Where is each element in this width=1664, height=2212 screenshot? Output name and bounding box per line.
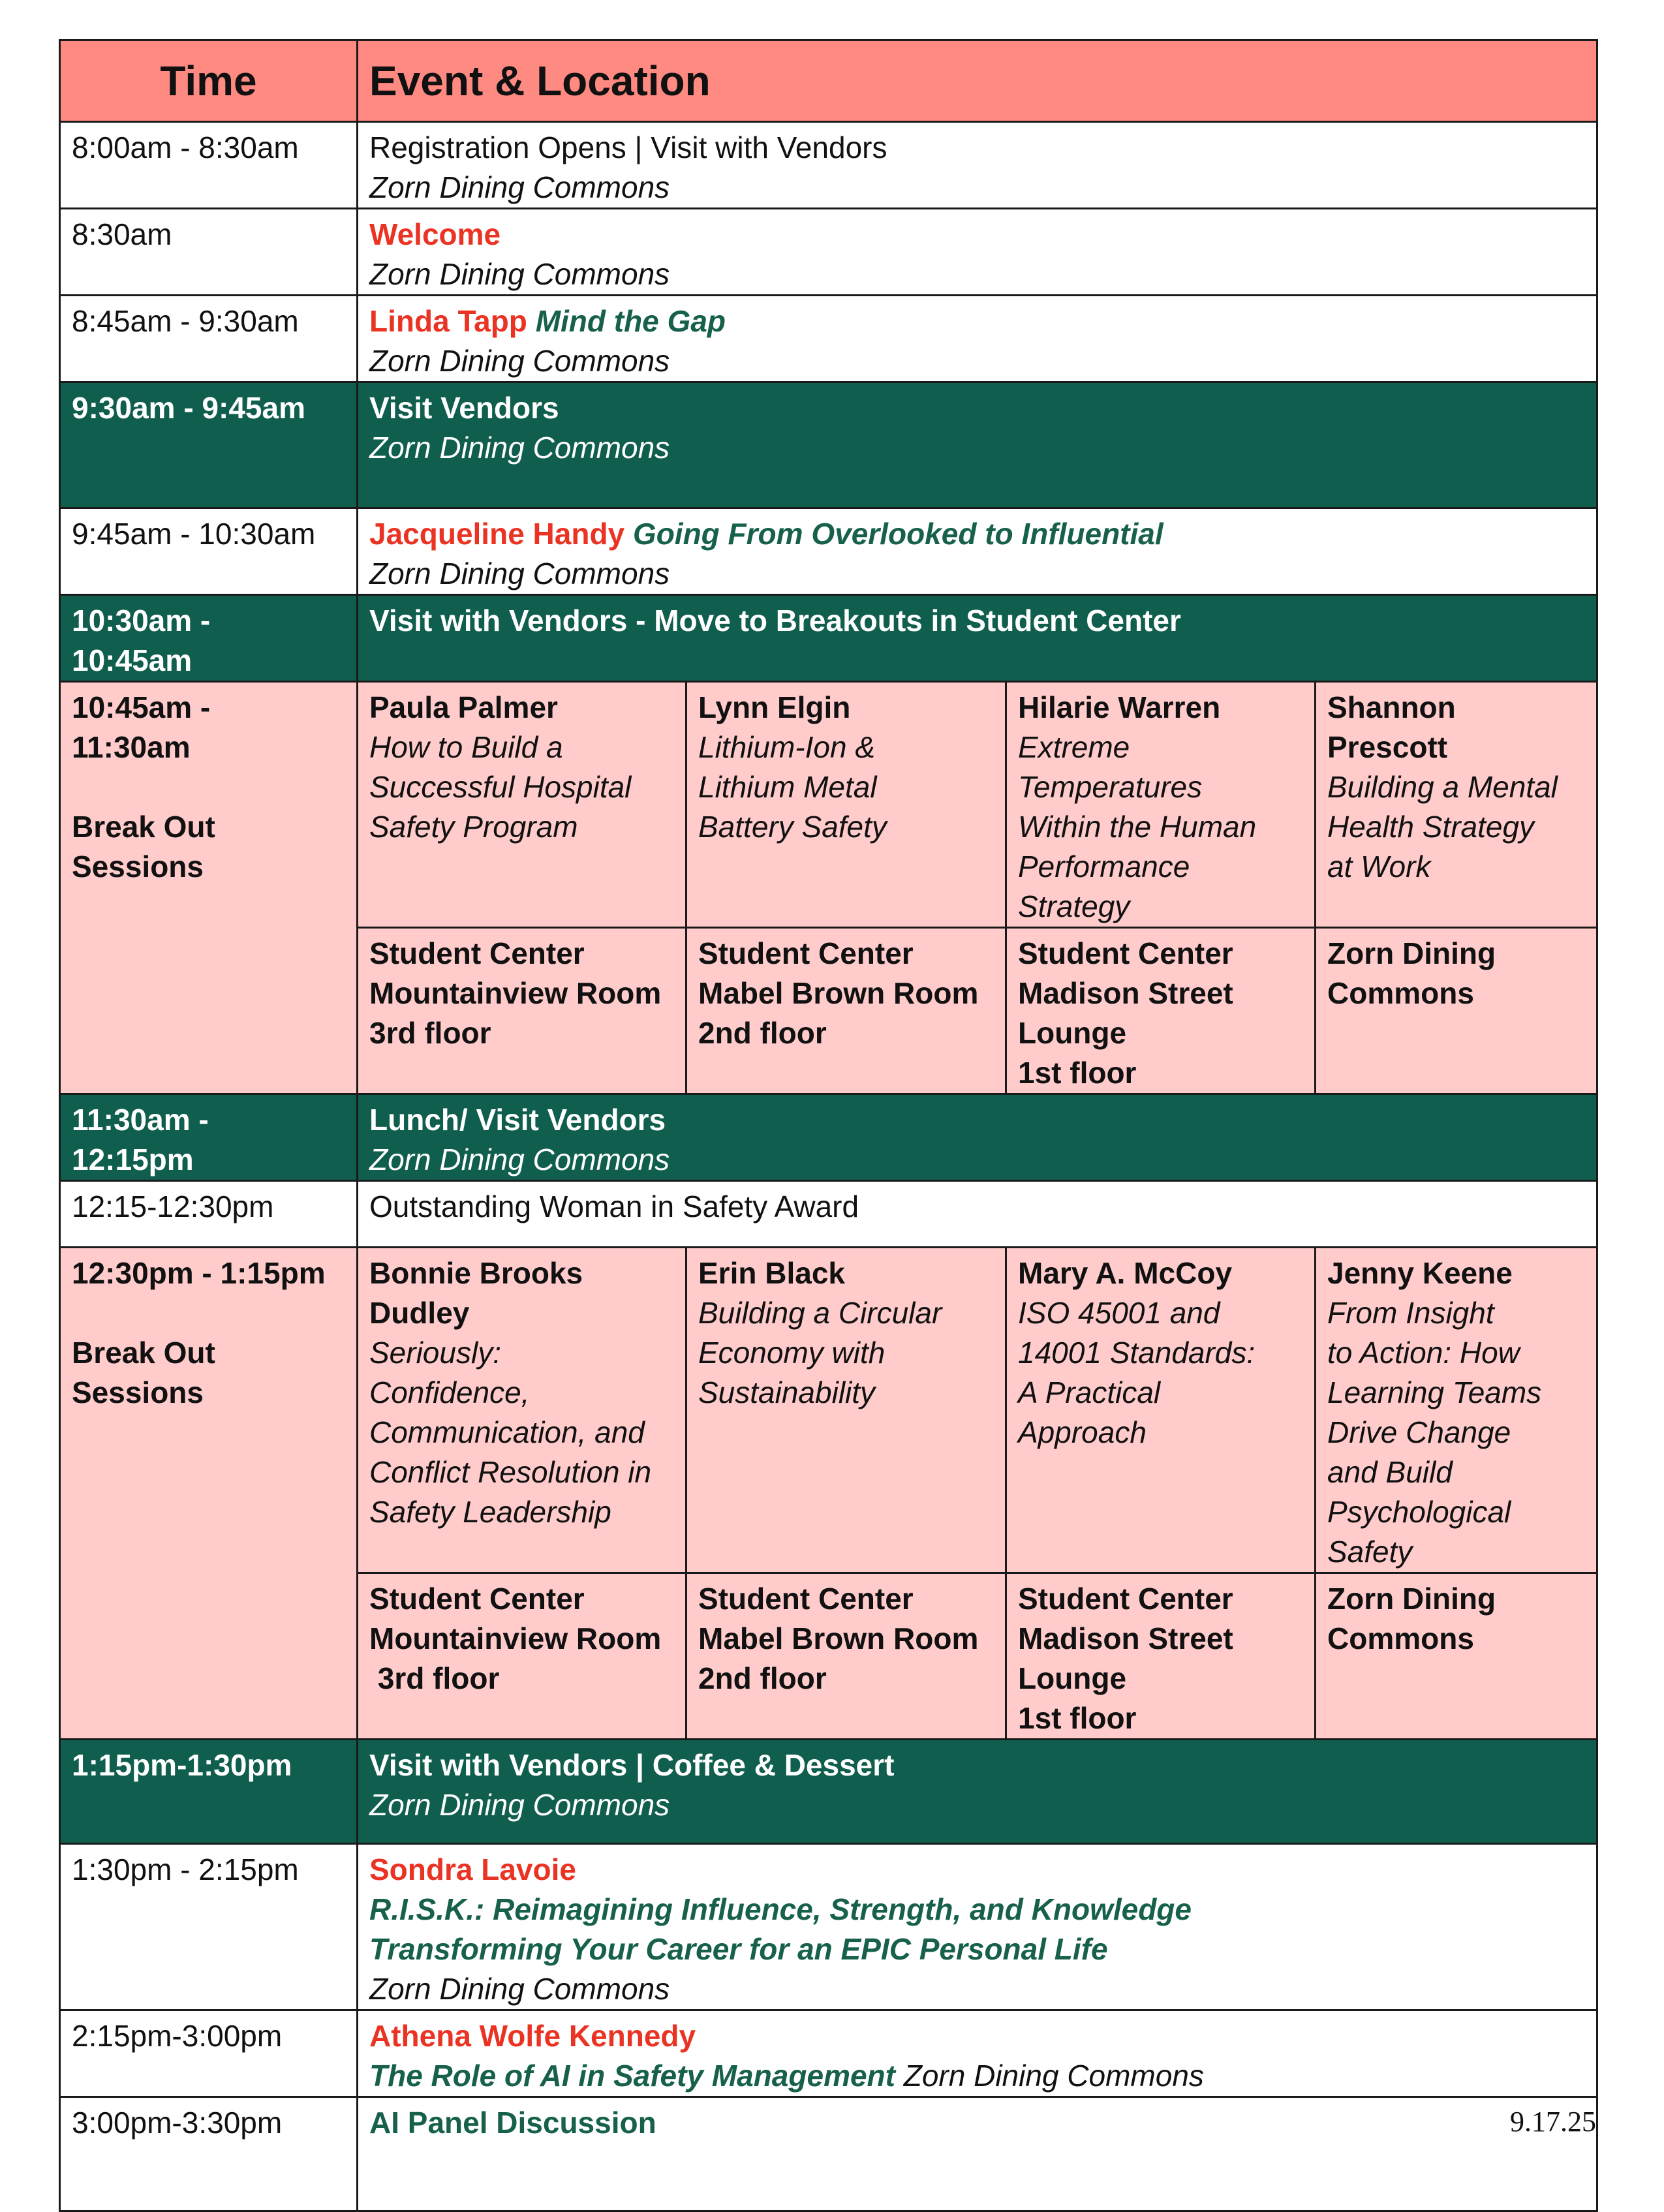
event-title: Lunch/ Visit Vendors <box>369 1103 666 1137</box>
event-location: Zorn Dining Commons <box>369 1788 670 1822</box>
row-time: 10:30am - 10:45am <box>60 595 358 682</box>
breakout-label: Break Out <box>72 810 215 844</box>
talk-title: Extreme <box>1018 730 1130 764</box>
row-event <box>358 296 1597 382</box>
session-location: Student Center Madison Street Lounge 1st floor <box>1006 928 1316 1094</box>
talk-title: Going From Overlooked to Influential <box>632 517 1163 551</box>
session-location: Student Center Madison Street Lounge 1st floor <box>1006 1573 1316 1740</box>
row-time: 12:30pm - 1:15pm Break Out Sessions <box>60 1248 358 1740</box>
row-time: 11:30am - 12:15pm <box>60 1094 358 1181</box>
row-event <box>358 382 1597 508</box>
schedule-row-award <box>60 1181 1597 1248</box>
event-title: Visit Vendors <box>369 391 559 425</box>
session-location: Student Center Mountainview Room 3rd floor <box>358 928 686 1094</box>
event-title: Welcome <box>369 217 501 251</box>
event-title: Outstanding Woman in Safety Award <box>369 1190 859 1223</box>
speaker-name: Jenny Keene <box>1327 1256 1513 1290</box>
schedule-table <box>59 39 1598 2212</box>
row-event <box>358 122 1597 209</box>
talk-title: ISO 45001 and <box>1018 1296 1220 1330</box>
session-location: Zorn Dining Commons <box>1316 928 1597 1094</box>
speaker-name: Athena Wolfe Kennedy <box>369 2019 696 2053</box>
schedule-row-breakout-1 <box>60 682 1597 928</box>
schedule-row-keynote-tapp <box>60 296 1597 382</box>
schedule-row-welcome <box>60 209 1597 296</box>
row-event <box>358 2010 1597 2097</box>
schedule-row-registration <box>60 122 1597 209</box>
row-event <box>358 1181 1597 1248</box>
event-location: Zorn Dining Commons <box>369 431 670 465</box>
row-time: 1:30pm - 2:15pm <box>60 1844 358 2010</box>
event-location: Zorn Dining Commons <box>369 257 670 291</box>
breakout-label: Break Out <box>72 1336 215 1370</box>
row-time: 1:15pm-1:30pm <box>60 1740 358 1844</box>
event-location: Zorn Dining Commons <box>369 1143 670 1176</box>
session-location: Student Center Mountainview Room 3rd floor <box>358 1573 686 1740</box>
session-cell: Jenny Keene From Insight to Action: How Learning Teams Drive Change and Build Psychological Safety <box>1316 1248 1597 1573</box>
row-time: 8:45am - 9:30am <box>60 296 358 382</box>
row-time: 3:00pm-3:30pm <box>60 2097 358 2211</box>
speaker-name: Shannon <box>1327 690 1456 724</box>
talk-title: From Insight <box>1327 1296 1494 1330</box>
session-cell: Lynn Elgin Lithium-Ion & Lithium Metal Battery Safety <box>686 682 1006 928</box>
session-cell: Erin Black Building a Circular Economy with Sustainability <box>686 1248 1006 1573</box>
speaker-name: Erin Black <box>698 1256 845 1290</box>
schedule-row-visit-vendors <box>60 382 1597 508</box>
row-event <box>358 2097 1597 2211</box>
event-location: Zorn Dining Commons <box>903 2059 1204 2093</box>
talk-title: Building a Circular <box>698 1296 942 1330</box>
row-event <box>358 1740 1597 1844</box>
event-title: Registration Opens | Visit with Vendors <box>369 131 887 164</box>
speaker-name: Mary A. McCoy <box>1018 1256 1233 1290</box>
row-event: Sondra Lavoie R.I.S.K.: Reimagining Influence, Strength, and Knowledge Transforming Your Career for an EPIC Personal Life Zorn Dining Commons <box>358 1844 1597 2010</box>
session-location: Student Center Mabel Brown Room 2nd floor <box>686 1573 1006 1740</box>
schedule-row-keynote-handy <box>60 508 1597 595</box>
talk-title: Mind the Gap <box>535 304 726 338</box>
row-event <box>358 595 1597 682</box>
row-time: 10:45am - 11:30am Break Out Sessions <box>60 682 358 1094</box>
session-cell: Hilarie Warren Extreme Temperatures Within the Human Performance Strategy <box>1006 682 1316 928</box>
schedule-row-coffee <box>60 1740 1597 1844</box>
row-time: 2:15pm-3:00pm <box>60 2010 358 2097</box>
row-time: 8:00am - 8:30am <box>60 122 358 209</box>
speaker-name: Paula Palmer <box>369 690 558 724</box>
speaker-name: Jacqueline Handy <box>369 517 625 551</box>
session-cell: Shannon Prescott Building a Mental Health Strategy at Work <box>1316 682 1597 928</box>
event-location: Zorn Dining Commons <box>369 557 670 591</box>
event-title: Visit with Vendors | Coffee & Dessert <box>369 1748 895 1782</box>
speaker-name: Bonnie Brooks <box>369 1256 583 1290</box>
event-location: Zorn Dining Commons <box>369 1972 670 2006</box>
talk-title: Building a Mental <box>1327 770 1558 804</box>
speaker-name: Lynn Elgin <box>698 690 851 724</box>
header-row <box>60 40 1597 122</box>
event-column-header: Event & Location <box>358 40 1597 122</box>
schedule-row-move-to-breakouts <box>60 595 1597 682</box>
row-time: 8:30am <box>60 209 358 296</box>
schedule-row-panel <box>60 2097 1597 2211</box>
event-title: Visit with Vendors - Move to Breakouts in Student Center <box>369 604 1181 637</box>
speaker-name: Hilarie Warren <box>1018 690 1221 724</box>
session-cell: Bonnie Brooks Dudley Seriously: Confidence, Communication, and Conflict Resolution in Safety Leadership <box>358 1248 686 1573</box>
session-cell: Mary A. McCoy ISO 45001 and 14001 Standards: A Practical Approach <box>1006 1248 1316 1573</box>
schedule-row-keynote-kennedy <box>60 2010 1597 2097</box>
session-location: Student Center Mabel Brown Room 2nd floor <box>686 928 1006 1094</box>
time-column-header: Time <box>60 40 358 122</box>
talk-title: How to Build a <box>369 730 563 764</box>
row-time: 9:30am - 9:45am <box>60 382 358 508</box>
talk-title: Seriously: <box>369 1336 501 1370</box>
schedule-row-keynote-lavoie <box>60 1844 1597 2010</box>
row-event <box>358 209 1597 296</box>
talk-title: The Role of AI in Safety Management <box>369 2059 895 2093</box>
row-event <box>358 1094 1597 1181</box>
speaker-name: Linda Tapp <box>369 304 527 338</box>
row-event <box>358 508 1597 595</box>
talk-title: Lithium-Ion & <box>698 730 876 764</box>
speaker-name: Sondra Lavoie <box>369 1852 576 1886</box>
row-time: 12:15-12:30pm <box>60 1181 358 1248</box>
session-location: Zorn Dining Commons <box>1316 1573 1597 1740</box>
event-location: Zorn Dining Commons <box>369 344 670 378</box>
row-time: 9:45am - 10:30am <box>60 508 358 595</box>
schedule-row-breakout-2 <box>60 1248 1597 1573</box>
document-date: 9.17.25 <box>1510 2106 1596 2138</box>
talk-title: R.I.S.K.: Reimagining Influence, Strength, and Knowledge <box>369 1892 1192 1926</box>
session-cell: Paula Palmer How to Build a Successful Hospital Safety Program <box>358 682 686 928</box>
schedule-row-lunch <box>60 1094 1597 1181</box>
event-location: Zorn Dining Commons <box>369 170 670 204</box>
event-title: AI Panel Discussion <box>369 2106 656 2140</box>
